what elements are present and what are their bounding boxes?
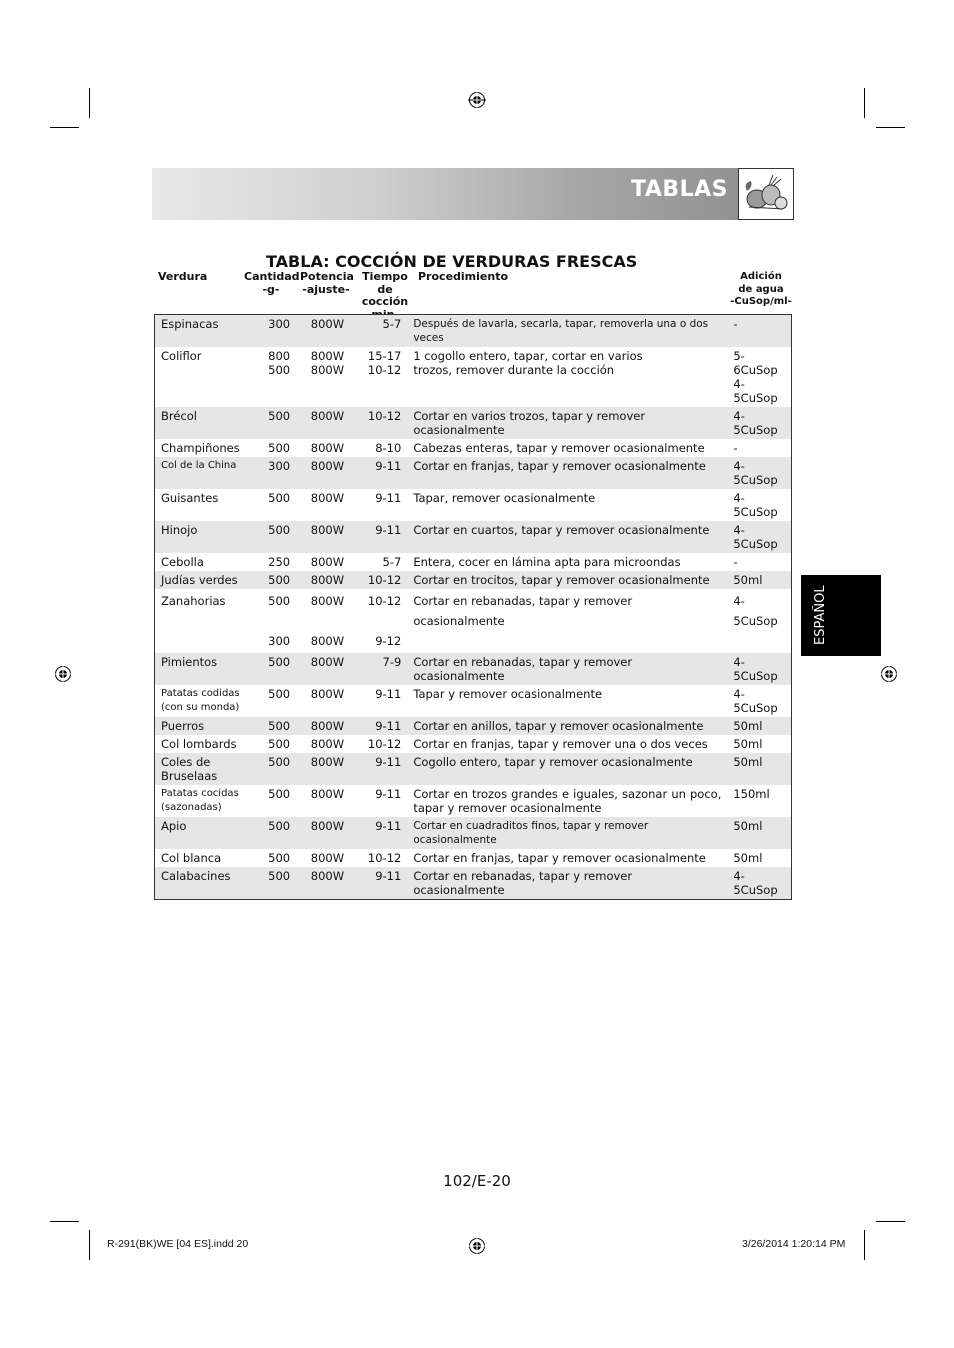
header-line: Cantidad — [244, 270, 300, 283]
table-row — [155, 347, 792, 407]
section-banner — [152, 168, 794, 220]
water-cell: 4-5CuSop — [727, 457, 791, 489]
table-row — [155, 457, 792, 489]
crop-mark — [89, 88, 90, 118]
vegetable-cell: Cebolla — [161, 555, 204, 569]
procedure-cell: Cortar en rebanadas, tapar y remover ocasionalmente — [407, 653, 727, 685]
quantity-cell: 500 — [253, 571, 304, 589]
header-line: de agua — [738, 283, 784, 295]
quantity-cell: 250 — [268, 555, 291, 569]
time-cell: 9-11 — [354, 817, 407, 849]
vegetables-icon — [739, 169, 793, 219]
water-cell: - — [733, 441, 738, 455]
power-cell: 800W — [305, 457, 354, 489]
table-row — [155, 867, 792, 900]
water-cell: 4-5CuSop — [733, 491, 778, 519]
procedure-cell: Cortar en varios trozos, tapar y remover ocasionalmente — [407, 407, 727, 439]
time-cell: 10-12 — [367, 851, 402, 865]
quantity-cell: 500 — [253, 817, 304, 849]
time-cell: 10-12 9-12 — [367, 594, 402, 648]
time-cell: 9-11 — [354, 521, 407, 553]
table-row — [155, 785, 792, 817]
water-cell: 4-5CuSop — [727, 521, 791, 553]
quantity-cell: 500 — [253, 717, 304, 735]
cooking-table — [154, 314, 792, 900]
crop-mark — [876, 127, 905, 128]
power-cell: 800W — [310, 787, 345, 801]
procedure-cell: Cabezas enteras, tapar y remover ocasionalmente — [413, 441, 705, 455]
vegetables-illustration — [738, 168, 794, 220]
vegetable-cell: Judías verdes — [155, 571, 254, 589]
time-cell: 9-11 — [354, 867, 407, 900]
section-title: TABLAS — [631, 177, 728, 202]
water-cell: 4-5CuSop — [727, 407, 791, 439]
quantity-cell: 500 — [253, 521, 304, 553]
quantity-cell: 300 — [253, 315, 304, 348]
power-cell: 800W — [310, 441, 345, 455]
water-cell: 150ml — [733, 787, 770, 801]
water-cell: 50ml — [727, 717, 791, 735]
table-title: TABLA: COCCIÓN DE VERDURAS FRESCAS — [266, 252, 638, 271]
time-cell: 10-12 — [354, 407, 407, 439]
column-header-water — [730, 271, 792, 309]
time-cell: 9-11 — [375, 687, 402, 701]
water-cell: - — [733, 555, 738, 569]
table-row — [155, 849, 792, 867]
vegetable-cell: Patatas codidas (con su monda) — [161, 688, 240, 713]
header-line: -ajuste- — [302, 282, 350, 296]
quantity-cell: 500 — [268, 851, 291, 865]
language-tab — [801, 575, 881, 656]
column-header-proc: Procedimiento — [418, 270, 509, 283]
table-row — [155, 571, 792, 589]
quantity-cell: 500 — [268, 491, 291, 505]
procedure-cell: Cortar en franjas, tapar y remover ocasionalmente — [407, 457, 727, 489]
vegetable-cell: Pimientos — [155, 653, 254, 685]
quantity-cell: 300 — [253, 457, 304, 489]
power-cell: 800W — [310, 737, 345, 751]
procedure-cell: Cortar en franjas, tapar y remover una o dos veces — [413, 737, 708, 751]
procedure-cell: Cortar en franjas, tapar y remover ocasionalmente — [413, 851, 706, 865]
water-cell: - — [727, 315, 791, 348]
time-cell: 9-11 — [375, 491, 402, 505]
power-cell: 800W — [305, 315, 354, 348]
water-cell: 5-6CuSop 4-5CuSop — [733, 349, 778, 405]
table-row — [155, 735, 792, 753]
procedure-cell: Cortar en trocitos, tapar y remover ocasionalmente — [407, 571, 727, 589]
procedure-cell: Cogollo entero, tapar y remover ocasionalmente — [407, 753, 727, 785]
registration-mark-icon — [468, 1237, 486, 1255]
registration-mark-icon — [54, 665, 72, 683]
power-cell: 800W — [305, 521, 354, 553]
vegetable-cell: Hinojo — [155, 521, 254, 553]
water-cell: 50ml — [727, 571, 791, 589]
quantity-cell: 500 — [253, 407, 304, 439]
procedure-cell: Tapar, remover ocasionalmente — [413, 491, 596, 505]
footer-file: R-291(BK)WE [04 ES].indd 20 — [107, 1238, 249, 1250]
procedure-cell: Cortar en cuartos, tapar y remover ocasionalmente — [407, 521, 727, 553]
water-cell: 4-5CuSop — [727, 653, 791, 685]
time-cell: 9-11 — [354, 457, 407, 489]
vegetable-cell: Guisantes — [161, 491, 219, 505]
water-cell: 50ml — [733, 737, 763, 751]
vegetable-cell: Zanahorias — [161, 594, 226, 608]
time-cell: 8-10 — [375, 441, 402, 455]
procedure-cell: Cortar en rebanadas, tapar y remover ocasionalmente — [413, 594, 633, 628]
footer-datetime: 3/26/2014 1:20:14 PM — [742, 1238, 846, 1250]
water-cell: 4-5CuSop — [733, 594, 778, 628]
vegetable-cell: Apio — [155, 817, 254, 849]
water-cell: 50ml — [727, 753, 791, 785]
table-row — [155, 553, 792, 571]
quantity-cell: 500 — [268, 737, 291, 751]
procedure-cell: Tapar y remover ocasionalmente — [413, 687, 603, 701]
quantity-cell: 500 — [253, 867, 304, 900]
time-cell: 15-17 10-12 — [367, 349, 402, 377]
vegetable-cell: Col lombards — [161, 737, 237, 751]
time-cell: 10-12 — [354, 571, 407, 589]
table-row — [155, 685, 792, 717]
table-row — [155, 521, 792, 553]
vegetable-cell: Patatas cocidas (sazonadas) — [161, 788, 239, 813]
language-label: ESPAÑOL — [813, 585, 828, 646]
crop-mark — [864, 1230, 865, 1260]
table-row — [155, 817, 792, 849]
header-line: Tiempo de — [362, 270, 408, 296]
power-cell: 800W — [305, 817, 354, 849]
power-cell: 800W — [310, 851, 345, 865]
water-cell: 4-5CuSop — [727, 867, 791, 900]
procedure-cell: 1 cogollo entero, tapar, cortar en varios trozos, remover durante la cocción — [413, 349, 643, 377]
table-row — [155, 589, 792, 653]
power-cell: 800W 800W — [310, 594, 345, 648]
quantity-cell: 500 — [268, 441, 291, 455]
power-cell: 800W — [310, 555, 345, 569]
quantity-cell: 800 500 — [268, 349, 291, 377]
column-header-power — [300, 271, 352, 296]
water-cell: 50ml — [733, 851, 763, 865]
table-row — [155, 717, 792, 735]
crop-mark — [50, 127, 79, 128]
power-cell: 800W — [305, 867, 354, 900]
vegetable-cell: Col de la China — [155, 457, 254, 489]
table-row — [155, 489, 792, 521]
vegetable-cell: Col blanca — [161, 851, 222, 865]
power-cell: 800W — [305, 653, 354, 685]
procedure-cell: Cortar en cuadraditos finos, tapar y remover ocasionalmente — [407, 817, 727, 849]
quantity-cell: 500 — [253, 653, 304, 685]
procedure-cell: Cortar en rebanadas, tapar y remover ocasionalmente — [407, 867, 727, 900]
vegetable-cell: Champiñones — [161, 441, 240, 455]
procedure-cell: Después de lavarla, secarla, tapar, removerla una o dos veces — [407, 315, 727, 348]
table-row — [155, 439, 792, 457]
vegetable-cell: Coles de Bruselaas — [155, 753, 254, 785]
power-cell: 800W — [305, 407, 354, 439]
header-line: -g- — [262, 282, 280, 296]
quantity-cell: 500 — [268, 687, 291, 701]
table-row — [155, 407, 792, 439]
time-cell: 7-9 — [354, 653, 407, 685]
vegetable-cell: Espinacas — [155, 315, 254, 348]
header-line: -CuSop/ml- — [730, 296, 792, 307]
header-line: cocción — [361, 295, 409, 308]
quantity-cell: 500 — [268, 787, 291, 801]
quantity-cell: 500 300 — [268, 594, 291, 648]
procedure-cell: Entera, cocer en lámina apta para microondas — [413, 555, 681, 569]
time-cell: 10-12 — [367, 737, 402, 751]
table-body — [155, 315, 792, 900]
power-cell: 800W — [310, 687, 345, 701]
header-line: Adición — [740, 271, 782, 282]
column-header-veg: Verdura — [158, 270, 208, 283]
header-line: Potencia — [300, 270, 354, 283]
time-cell: 5-7 — [354, 315, 407, 348]
page-number: 102/E-20 — [443, 1172, 511, 1190]
column-header-qty — [244, 271, 298, 296]
vegetable-cell: Calabacines — [155, 867, 254, 900]
crop-mark — [89, 1230, 90, 1260]
power-cell: 800W — [310, 491, 345, 505]
power-cell: 800W — [305, 571, 354, 589]
water-cell: 4-5CuSop — [733, 687, 778, 715]
registration-mark-icon — [880, 665, 898, 683]
power-cell: 800W 800W — [310, 349, 345, 377]
time-cell: 9-11 — [354, 753, 407, 785]
quantity-cell: 500 — [253, 753, 304, 785]
registration-mark-icon — [468, 91, 486, 109]
table-row — [155, 315, 792, 348]
water-cell: 50ml — [727, 817, 791, 849]
vegetable-cell: Puerros — [155, 717, 254, 735]
vegetable-cell: Coliflor — [161, 349, 202, 363]
time-cell: 9-11 — [375, 787, 402, 801]
procedure-cell: Cortar en trozos grandes e iguales, sazonar un poco, tapar y remover ocasionalmente — [413, 787, 722, 815]
power-cell: 800W — [305, 717, 354, 735]
crop-mark — [876, 1221, 905, 1222]
time-cell: 9-11 — [354, 717, 407, 735]
procedure-cell: Cortar en anillos, tapar y remover ocasionalmente — [407, 717, 727, 735]
time-cell: 5-7 — [382, 555, 402, 569]
power-cell: 800W — [305, 753, 354, 785]
vegetable-cell: Brécol — [155, 407, 254, 439]
table-row — [155, 653, 792, 685]
crop-mark — [50, 1221, 79, 1222]
table-row — [155, 753, 792, 785]
crop-mark — [864, 88, 865, 118]
